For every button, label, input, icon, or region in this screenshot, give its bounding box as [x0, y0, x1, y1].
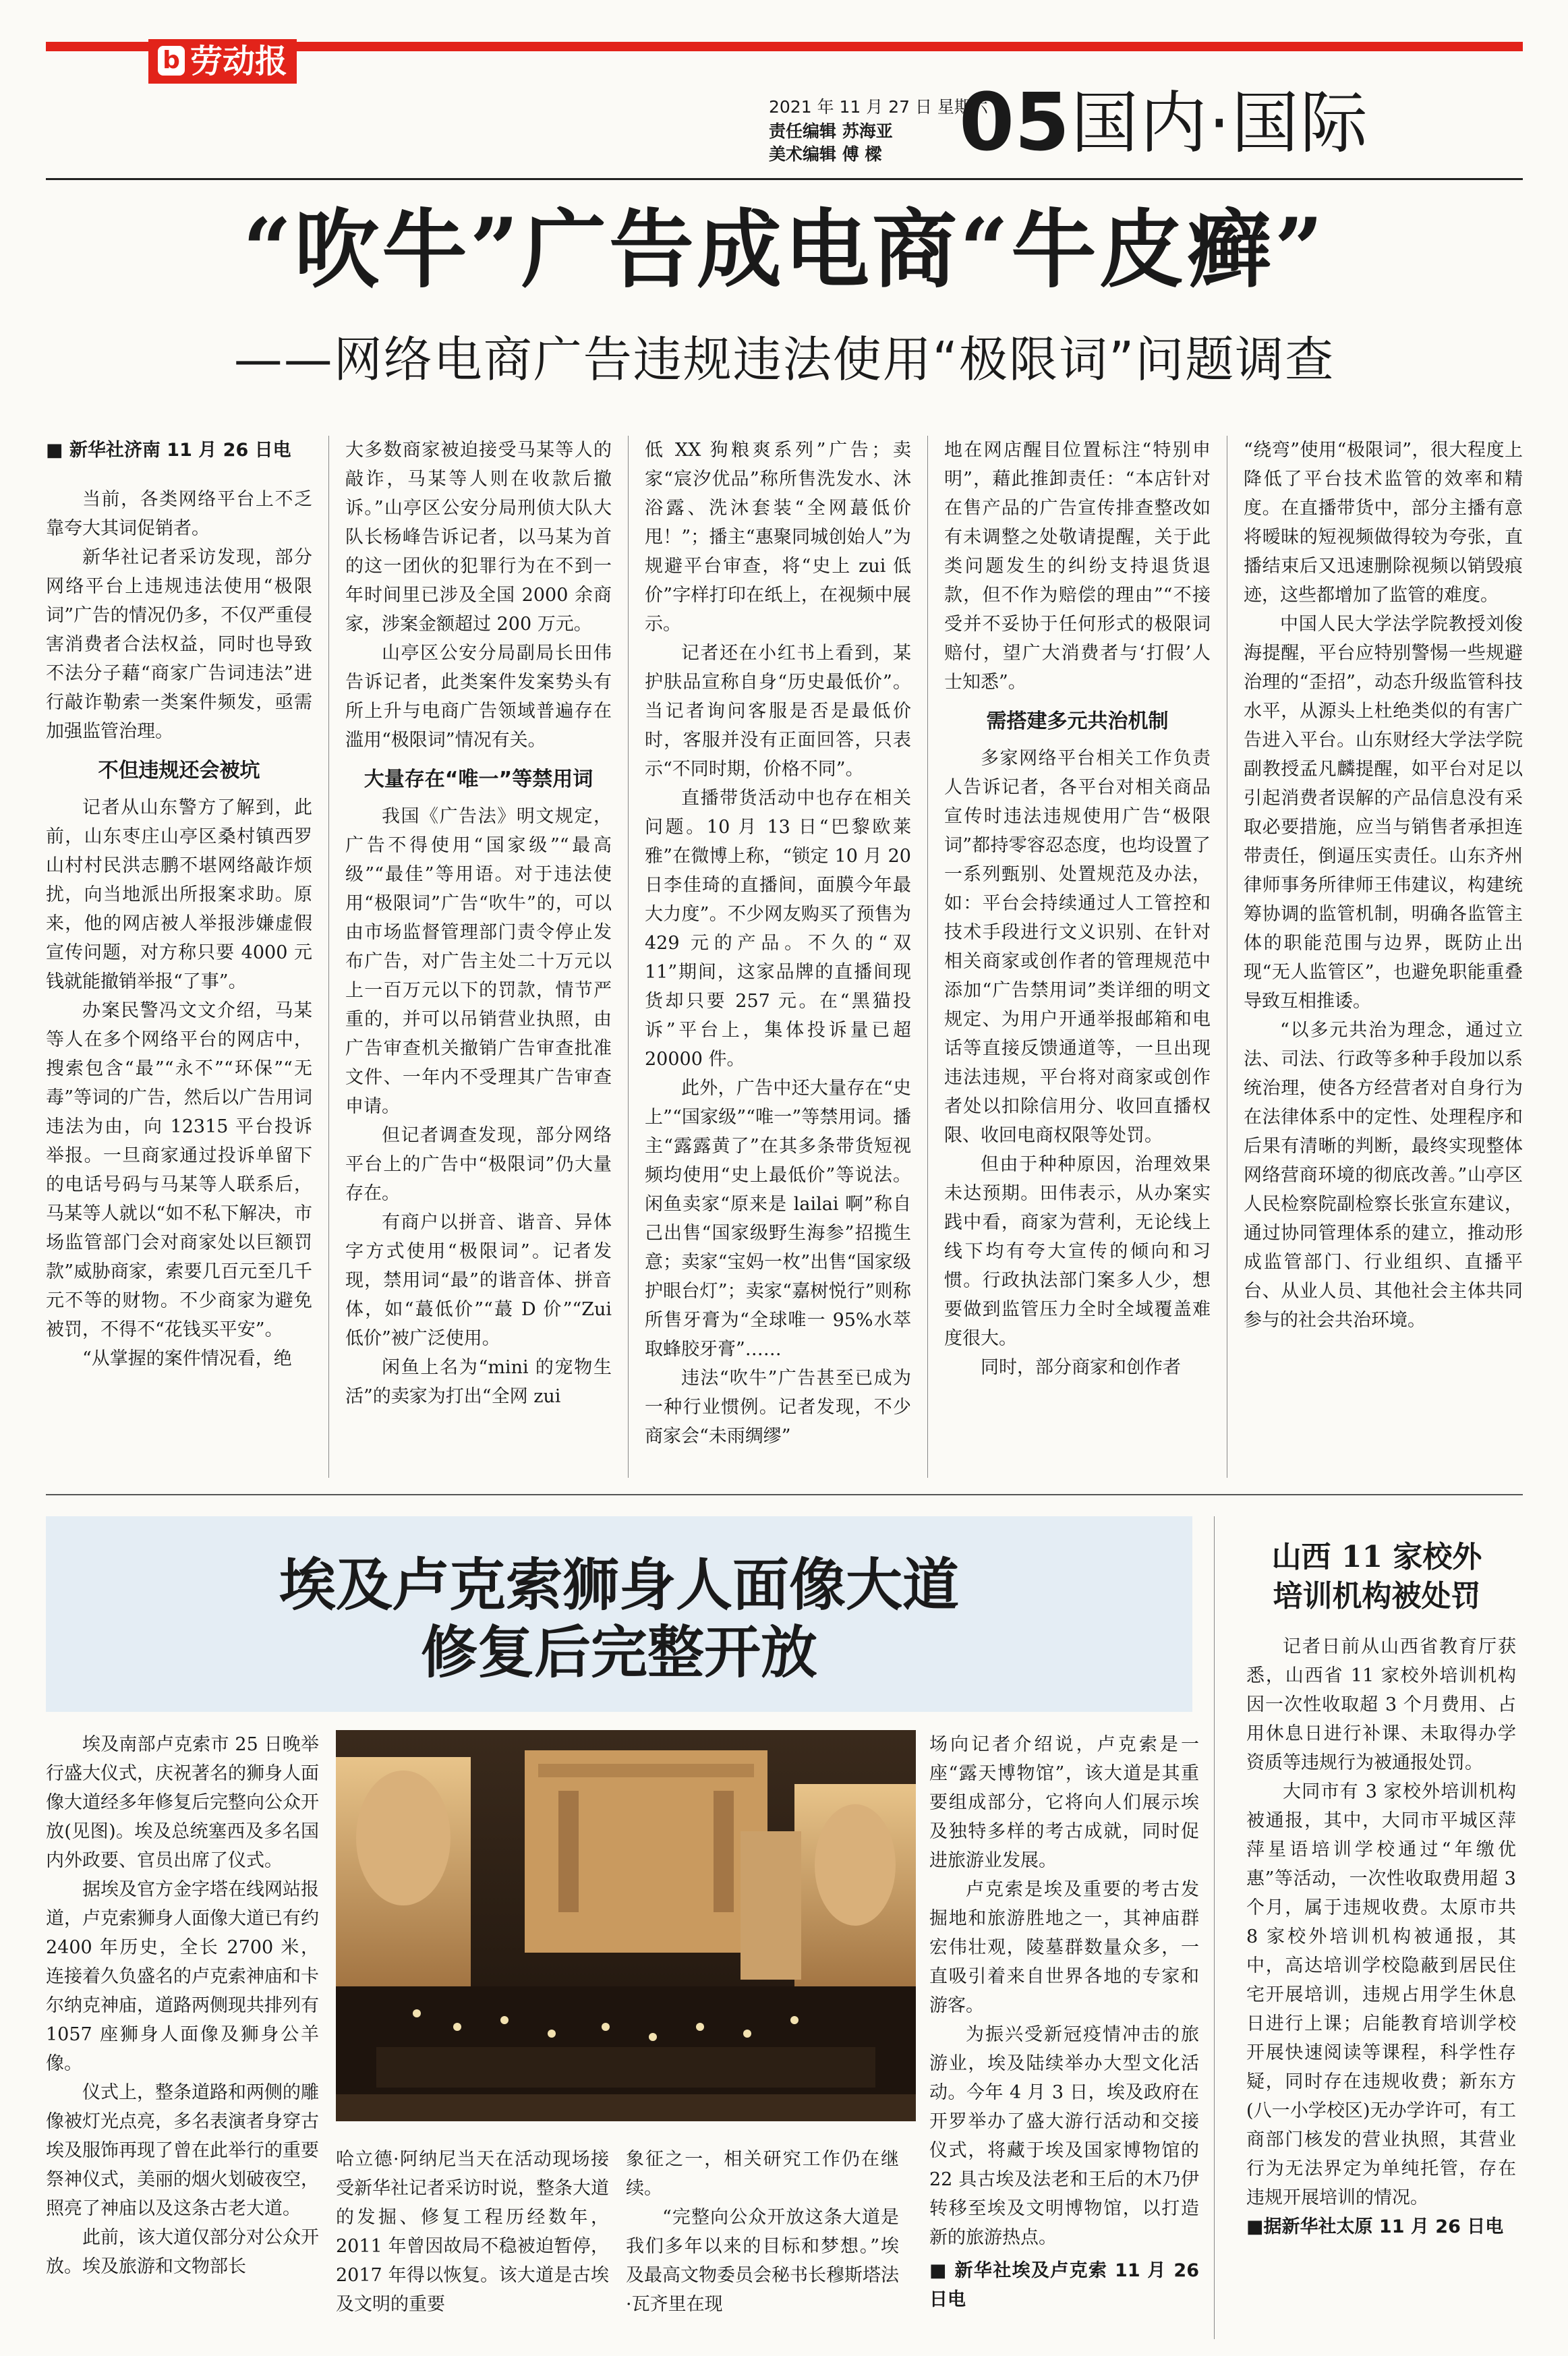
column-divider	[628, 436, 629, 1478]
main-subheadline: ——网络电商广告违规违法使用“极限词”问题调查	[233, 331, 1335, 388]
page-number: 05	[959, 76, 1070, 169]
article1-column-1	[46, 436, 312, 1373]
luxor-avenue-photo	[336, 1730, 916, 2121]
column-divider	[328, 436, 329, 1478]
paragraph: 同时，部分商家和创作者	[981, 1357, 1181, 1378]
subheading: 大量存在“唯一”等禁用词	[364, 768, 593, 791]
paragraph: 违法“吹牛”广告甚至已成为一种行业惯例。记者发现，不少商家会“未雨绸缪”	[645, 1368, 911, 1447]
shanxi-headline	[1231, 1538, 1523, 1616]
paragraph: 仪式上，整条道路和两侧的雕像被灯光点亮，多名表演者身穿古埃及服饰再现了曾在此举行的重要祭神仪式，美丽的烟火划破夜空，照亮了神庙以及这条古老大道。	[46, 2082, 319, 2219]
article1-column-2	[345, 436, 612, 1411]
paragraph: 卢克索是埃及重要的考古发掘地和旅游胜地之一，其神庙群宏伟壮观，陵墓群数量众多，一直吸引着来自世界各地的专家和游客。	[929, 1879, 1199, 2016]
egypt-headline-line-1: 埃及卢克索狮身人面像大道	[279, 1551, 959, 1618]
paragraph: 场向记者介绍说，卢克索是一座“露天博物馆”，该大道是其重要组成部分，它将向人们展示埃及独特多样的考古成就，同时促进旅游业发展。	[929, 1734, 1199, 1871]
paragraph: 大多数商家被迫接受马某等人的敲诈，马某等人则在收款后撤诉。”山亭区公安分局刑侦大队大队长杨峰告诉记者，以马某为首的这一团伙的犯罪行为在不到一年时间里已涉及全国 2000 余商家，涉案金额超过 200 万元。	[345, 440, 612, 635]
article2-dateline: ■ 新华社埃及卢克索 11 月 26 日电	[929, 2260, 1199, 2310]
paragraph: 低 XX 狗粮爽系列”广告；卖家“宸汐优品”称所售洗发水、沐浴露、洗沐套装“全网蕞低价甩！”；播主“惠聚同城创始人”为规避平台审查，将“史上 zui 低价”字样打印在纸上，在视频中展示。	[645, 440, 911, 635]
paragraph: 记者从山东警方了解到，此前，山东枣庄山亭区桑村镇西罗山村村民洪志鹏不堪网络敲诈烦扰，向当地派出所报案求助。原来，他的网店被人举报涉嫌虚假宣传问题，对方称只要 4000 元钱就能撤销举报“了事”。	[46, 797, 312, 992]
paragraph: 我国《广告法》明文规定，广告不得使用“国家级”“最高级”“最佳”等用语。对于违法使用“极限词”广告“吹牛”的，可以由市场监督管理部门责令停止发布广告，对广告主处二十万元以上一百万元以下的罚款，情节严重的，并可以吊销营业执照，由广告审查机关撤销广告审查批准文件、一年内不受理其广告审查申请。	[345, 806, 612, 1117]
art-editor-credit: 美术编辑 傅 樑	[769, 144, 882, 164]
article2-column-4	[929, 1730, 1199, 2314]
paragraph: “绕弯”使用“极限词”，很大程度上降低了平台技术监管的效率和精度。在直播带货中，部分主播有意将暧昧的短视频做得较为夸张，直播结束后又迅速删除视频以销毁痕迹，这些都增加了监管的难度。	[1244, 440, 1523, 606]
section-rule	[46, 1494, 1523, 1495]
article3-body	[1246, 1632, 1516, 2241]
article2-column-3	[626, 2145, 899, 2319]
paragraph: 此前，该大道仅部分对公众开放。埃及旅游和文物部长	[46, 2227, 319, 2277]
shanxi-headline-line-2: 培训机构被处罚	[1273, 1579, 1481, 1613]
paragraph: 大同市有 3 家校外培训机构被通报，其中，大同市平城区萍萍星语培训学校通过“年缴优惠”等活动，一次性收取费用超 3 个月，属于违规收费。太原市共 8 家校外培训机构被通报，其中，高达培训学校隐蔽到居民住宅开展培训，违规占用学生休息日进行上课；启能教育培训学校开展快速阅读等课程，科学性存疑，同时存在违规收费；新东方(八一小学校区)无办学许可，有工商部门核发的营业执照，其营业行为无法界定为单纯托管，存在违规开展培训的情况。	[1246, 1781, 1516, 2208]
paragraph: 记者还在小红书上看到，某护肤品宣称自身“历史最低价”。当记者询问客服是否是最低价时，客服并没有正面回答，只表示“不同时期，价格不同”。	[645, 643, 911, 780]
logo-text: 劳动报	[190, 42, 288, 80]
article1-column-5	[1244, 436, 1523, 1335]
paragraph: 地在网店醒目位置标注“特别申明”，藉此推卸责任：“本店针对在售产品的广告宣传排查整改如有未调整之处敬请提醒，关于此类问题发生的纠纷支持退货退款，但不作为赔偿的理由”“不接受并不妥协于任何形式的极限词赔付，望广大消费者与‘打假’人士知悉”。	[944, 440, 1211, 693]
paragraph: 新华社记者采访发现，部分网络平台上违规违法使用“极限词”广告的情况仍多，不仅严重侵害消费者合法权益，同时也导致不法分子藉“商家广告词违法”进行敲诈勒索一类案件频发，亟需加强监管治理。	[46, 547, 312, 742]
article1-column-4	[944, 436, 1211, 1382]
paragraph: 有商户以拼音、谐音、异体字方式使用“极限词”。记者发现，禁用词“最”的谐音体、拼音体，如“蕞低价”“蕞 D 价”“Zui 低价”被广泛使用。	[345, 1212, 612, 1349]
newspaper-logo	[148, 39, 297, 84]
article1-column-3	[645, 436, 911, 1451]
paragraph: 为振兴受新冠疫情冲击的旅游业，埃及陆续举办大型文化活动。今年 4 月 3 日，埃及政府在开罗举办了盛大游行活动和交接仪式，将藏于埃及国家博物馆的 22 具古埃及法老和王后的木乃伊转移至埃及文明博物馆，以打造新的旅游热点。	[929, 2024, 1199, 2248]
section-title: 国内·国际	[1071, 84, 1369, 163]
luxor-avenue-photo-illustration	[336, 1730, 916, 2121]
subheading: 不但违规还会被坑	[98, 759, 260, 782]
paragraph: 中国人民大学法学院教授刘俊海提醒，平台应特别警惕一些规避治理的“歪招”，动态升级监管科技水平，从源头上杜绝类似的有害广告进入平台。山东财经大学法学院副教授孟凡麟提醒，如平台对足以引起消费者误解的产品信息没有采取必要措施，应当与销售者承担连带责任，倒逼压实责任。山东齐州律师事务所律师王伟建议，构建统筹协调的监管机制，明确各监管主体的职能范围与边界，既防止出现“无人监管区”，也避免职能重叠导致互相推诿。	[1244, 614, 1523, 1012]
paragraph: 多家网络平台相关工作负责人告诉记者，各平台对相关商品宣传时违法违规使用广告“极限词”都持零容忍态度，也均设置了一系列甄别、处置规范及办法，如：平台会持续通过人工管控和技术手段进行文义识别、在针对相关商家或创作者的管理规范中添加“广告禁用词”类详细的明文规定、为用户开通举报邮箱和电话等直接反馈通道等，一旦出现违法违规，平台将对商家或创作者处以扣除信用分、收回直播权限、收回电商权限等处罚。	[944, 748, 1211, 1146]
paragraph: 但由于种种原因，治理效果未达预期。田伟表示，从办案实践中看，商家为营利，无论线上线下均有夸大宣传的倾向和习惯。行政执法部门案多人少，想要做到监管压力全时全域覆盖难度很大。	[944, 1154, 1211, 1349]
shanxi-headline-line-1: 山西 11 家校外	[1271, 1540, 1482, 1574]
paragraph: 记者日前从山西省教育厅获悉，山西省 11 家校外培训机构因一次性收取超 3 个月费用、占用休息日进行补课、未取得办学资质等违规行为被通报处罚。	[1246, 1636, 1516, 1773]
egypt-headline-line-2: 修复后完整开放	[420, 1619, 817, 1686]
subheading: 需搭建多元共治机制	[986, 710, 1169, 733]
paragraph: “以多元共治为理念，通过立法、司法、行政等多种手段加以系统治理，使各方经营者对自身行为在法律体系中的定性、处理程序和后果有清晰的判断，最终实现整体网络营商环境的彻底改善。”山亭区人民检察院副检察长张宣东建议，通过协同管理体系的建立，推动形成监管部门、行业组织、直播平台、从业人员、其他社会主体共同参与的社会共治环境。	[1244, 1020, 1523, 1331]
paragraph: 办案民警冯文文介绍，马某等人在多个网络平台的网店中，搜索包含“最”“永不”“环保”“无毒”等词的广告，然后以广告用词违法为由，向 12315 平台投诉举报。一旦商家通过投诉单留下的电话号码与马某等人联系后，马某等人就以“如不私下解决，市场监管部门会对商家处以巨额罚款”威胁商家，索要几百元至几千元不等的财物。不少商家为避免被罚，不得不“花钱买平安”。	[46, 1000, 312, 1340]
paragraph: 埃及南部卢克索市 25 日晚举行盛大仪式，庆祝著名的狮身人面像大道经多年修复后完整向公众开放(见图)。埃及总统塞西及多名国内外政要、官员出席了仪式。	[46, 1734, 319, 1871]
editor-credit: 责任编辑 苏海亚	[769, 121, 893, 141]
masthead-rule	[46, 178, 1523, 180]
issue-date: 2021 年 11 月 27 日 星期六	[769, 97, 988, 117]
paragraph: “完整向公众开放这条大道是我们多年以来的目标和梦想。”埃及最高文物委员会秘书长穆斯塔法·瓦齐里在现	[626, 2207, 899, 2315]
paragraph: 山亭区公安分局副局长田伟告诉记者，此类案件发案势头有所上升与电商广告领域普遍存在滥用“极限词”情况有关。	[345, 643, 612, 751]
paragraph: 但记者调查发现，部分网络平台上的广告中“极限词”仍大量存在。	[345, 1125, 612, 1204]
paragraph: 当前，各类网络平台上不乏靠夸大其词促销者。	[46, 489, 312, 539]
logo-mark-icon: b	[158, 46, 185, 76]
paragraph: 哈立德·阿纳尼当天在活动现场接受新华社记者采访时说，整条大道的发掘、修复工程历经数年，2011 年曾因故局不稳被迫暂停，2017 年得以恢复。该大道是古埃及文明的重要	[336, 2149, 609, 2315]
article1-dateline: ■ 新华社济南 11 月 26 日电	[46, 440, 291, 461]
paragraph: 象征之一，相关研究工作仍在继续。	[626, 2149, 899, 2199]
paragraph: 直播带货活动中也存在相关问题。10 月 13 日“巴黎欧莱雅”在微博上称，“锁定 10 月 20 日李佳琦的直播间，面膜今年最大力度”。不少网友购买了预售为 429 元的产品。不久的“双 11”期间，这家品牌的直播间现货却只要 257 元。在“黑猫投诉”平台上，集体投诉量已超 20000 件。	[645, 788, 911, 1070]
article2-column-2	[336, 2145, 609, 2319]
main-headline: “吹牛”广告成电商“牛皮癣”	[243, 200, 1326, 299]
column-divider	[927, 436, 928, 1478]
paragraph: 据埃及官方金字塔在线网站报道，卢克索狮身人面像大道已有约 2400 年历史，全长 2700 米，连接着久负盛名的卢克索神庙和卡尔纳克神庙，道路两侧现共排列有 1057 座狮身人面像及狮身公羊像。	[46, 1879, 319, 2074]
paragraph: 闲鱼上名为“mini 的宠物生活”的卖家为打出“全网 zui	[345, 1357, 612, 1407]
column-divider	[1214, 1516, 1215, 2339]
article2-column-1	[46, 1730, 319, 2281]
article3-dateline: ■据新华社太原 11 月 26 日电	[1246, 2216, 1504, 2237]
paragraph: 此外，广告中还大量存在“史上”“国家级”“唯一”等禁用词。播主“露露黄了”在其多条带货短视频均使用“史上最低价”等说法。闲鱼卖家“原来是 lailai 啊”称自己出售“国家级野生海参”招揽生意；卖家“宝妈一枚”出售“国家级护眼台灯”；卖家“嘉树悦行”则称所售牙膏为“全球唯一 95%水萃取蜂胶牙膏”……	[645, 1078, 911, 1360]
paragraph: “从掌握的案件情况看，绝	[82, 1348, 292, 1369]
